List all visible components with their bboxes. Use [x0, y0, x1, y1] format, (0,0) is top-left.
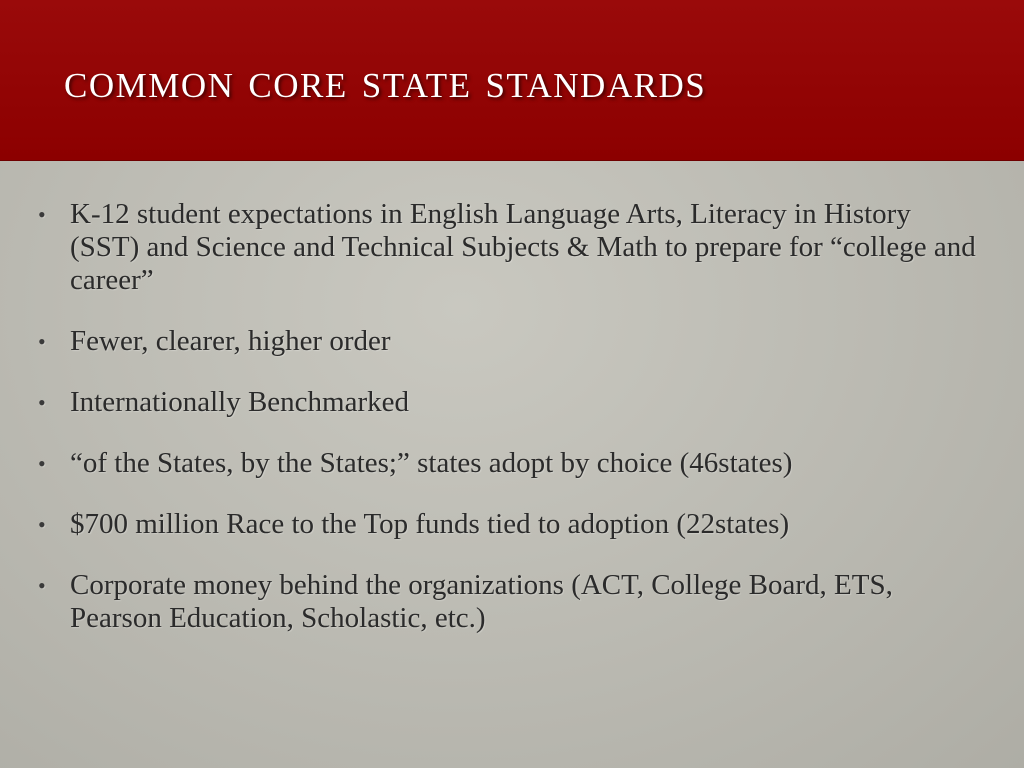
bullet-icon: •: [38, 512, 46, 537]
bullet-text: K-12 student expectations in English Language Arts, Literacy in History (SST) and Science and Technical Subjects & Math to prepare for “college and career”: [70, 198, 976, 296]
bullet-text: “of the States, by the States;” states adopt by choice (46states): [70, 447, 793, 479]
bullet-item: [34, 447, 984, 480]
slide-content: [34, 198, 984, 663]
bullet-item: [34, 386, 984, 419]
bullet-list: [34, 198, 984, 635]
bullet-text: Fewer, clearer, higher order: [70, 325, 391, 357]
slide-title: common core state standards: [64, 52, 707, 108]
bullet-icon: •: [38, 329, 46, 354]
bullet-text: Corporate money behind the organizations (ACT, College Board, ETS, Pearson Education, Scholastic, etc.): [70, 569, 893, 634]
bullet-text: $700 million Race to the Top funds tied to adoption (22states): [70, 508, 790, 540]
bullet-icon: •: [38, 202, 46, 227]
bullet-icon: •: [38, 451, 46, 476]
bullet-text: Internationally Benchmarked: [70, 386, 410, 418]
bullet-item: [34, 325, 984, 358]
title-banner: [0, 0, 1024, 161]
bullet-item: [34, 198, 984, 297]
bullet-icon: •: [38, 390, 46, 415]
bullet-item: [34, 569, 984, 635]
bullet-icon: •: [38, 573, 46, 598]
bullet-item: [34, 508, 984, 541]
